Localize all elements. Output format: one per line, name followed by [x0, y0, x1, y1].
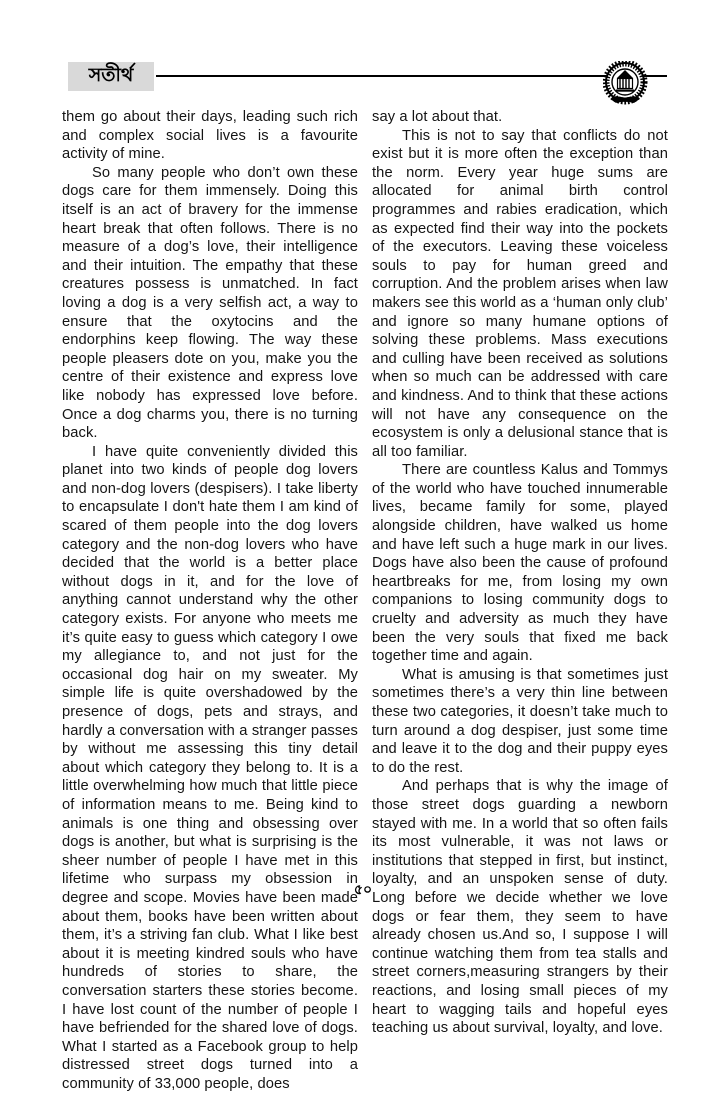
- paragraph: I have quite conveniently divided this planet into two kinds of people dog lovers and non-dog lovers (despisers). I take liberty to encapsulate I don't hate them I am kind of scared of them people into the dog lovers category and the non-dog lovers who have decided that the world is a better place without dogs in it, and for the love of anything cannot understand why the other category exists. For anyone who meets me it’s quite easy to guess which category I owe my allegiance to, and not just for the occasional dog hair on my sweater. My simple life is quite overshadowed by the presence of dogs, pets and strays, and hardly a conversation with a stranger passes by without me assessing this tiny detail about which category they belong to. It is a little overwhelming how much that little piece of information means to me. Being kind to animals is one thing and obsessing over dogs is another, but what is surprising is the sheer number of people I have met in this lifetime who surpass my obsession in degree and scope. Movies have been made about them, books have been written about them, it’s a striving fan club. What I like best about it is meeting kindred souls who have hundreds of stories to share, the conversation starters these stories become. I have lost count of the number of people I have befriended for the shared love of dogs. What I started as a Facebook group to help distressed street dogs turned into a community of 33,000 people, does: [62, 443, 358, 1092]
- paragraph: And perhaps that is why the image of those street dogs guarding a newborn stayed with me. In a world that so often fails its most vulnerable, it was not laws or institutions that stepped in first, but instinct, loyalty, and an unspoken sense of duty. Long before we decide whether we love dogs or fear them, they seem to have already chosen us.And so, I suppose I will continue watching them from tea stalls and street corners,measuring strangers by their reactions, and losing small pieces of my heart to wagging tails and hopeful eyes teaching us about survival, loyalty, and love.: [372, 778, 668, 1037]
- header-divider: [156, 75, 667, 77]
- paragraph: them go about their days, leading such rich and complex social lives is a favourite activity of mine.: [62, 109, 358, 163]
- paragraph: So many people who don’t own these dogs care for them immensely. Doing this itself is an act of bravery for the immense heart break that often follows. There is no measure of a dog’s love, their intelligence and their intuition. The empathy that these creatures possess is unmatched. In fact loving a dog is a very selfish act, a way to ensure that the oxytocins and the endorphins keep flowing. The way these people pleasers dote on you, make you the centre of their existence and express love like nobody has expressed love before. Once a dog charms you, there is no turning back.: [62, 164, 358, 442]
- school-emblem-icon: [603, 61, 649, 109]
- article-body: [62, 108, 668, 1093]
- right-column: [372, 108, 668, 1093]
- paragraph: say a lot about that.: [372, 109, 503, 125]
- masthead-title: [68, 62, 154, 91]
- page-number: ৫০: [353, 882, 373, 898]
- paragraph: There are countless Kalus and Tommys of the world who have touched innumerable lives, became family for some, played alongside children, have walked us home and have left such a huge mark in our lives. Dogs have also been the cause of profound heartbreaks for me, from losing my own companions to losing community dogs to cruelty and adversity as much they have been the very souls that fixed me back together time and again.: [372, 462, 668, 665]
- left-column: [62, 108, 358, 1093]
- masthead-label: সতীর্থ: [88, 63, 134, 86]
- paragraph: What is amusing is that sometimes just sometimes there’s a very thin line between these two categories, it doesn’t take much to turn around a dog despiser, just some time and leave it to the dog and their puppy eyes to do the rest.: [372, 666, 668, 776]
- paragraph: This is not to say that conflicts do not exist but it is more often the exception than the norm. Every year huge sums are allocated for animal birth control programmes and rabies eradication, which as expected find their way into the pockets of the executors. Leaving these voiceless souls to pay for human greed and corruption. And the problem arises when law makers see this world as a ‘human only club’ and ignore so many humane options of solving these problems. Mass executions and culling have been received as solutions when so much can be addressed with care and kindness. And to think that these actions will not have any consequence on the ecosystem is only a delusional stance that is all too familiar.: [372, 127, 668, 460]
